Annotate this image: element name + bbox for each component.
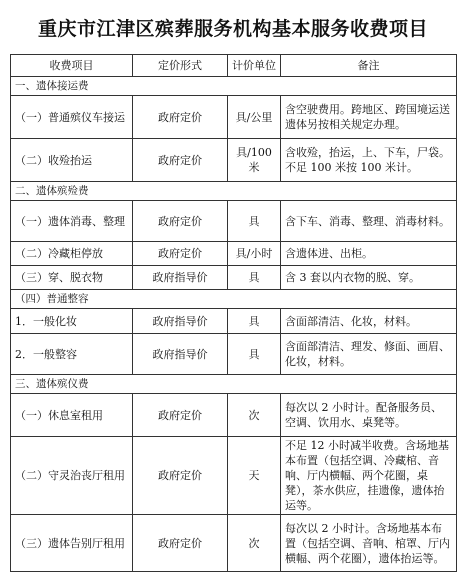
fee-table: [10, 54, 457, 572]
pricing-form: 政府定价: [133, 394, 228, 437]
pricing-form: 政府指导价: [133, 309, 228, 334]
pricing-unit: 具: [228, 334, 281, 375]
item-note: 含面部清洁、理发、修面、画眉、化妆，材料。: [281, 334, 457, 375]
table-body: [11, 77, 457, 572]
pricing-form: 政府指导价: [133, 334, 228, 375]
item-name: （一）普通殡仪车接运: [11, 96, 133, 139]
item-name: （一）休息室租用: [11, 394, 133, 437]
section-row: [11, 290, 457, 309]
pricing-unit: 次: [228, 394, 281, 437]
item-name: （二）收殓抬运: [11, 139, 133, 182]
pricing-form: 政府定价: [133, 515, 228, 572]
item-note: 含收殓，抬运，上、下车，尸袋。不足 100 米按 100 米计。: [281, 139, 457, 182]
pricing-unit: 具: [228, 309, 281, 334]
item-note: 含 3 套以内衣物的脱、穿。: [281, 266, 457, 290]
section-row: [11, 77, 457, 96]
pricing-unit: 天: [228, 437, 281, 515]
item-name: 1．一般化妆: [11, 309, 133, 334]
item-name: （三）遗体告别厅租用: [11, 515, 133, 572]
section-row: [11, 375, 457, 394]
pricing-form: 政府定价: [133, 96, 228, 139]
pricing-form: 政府定价: [133, 201, 228, 242]
item-note: 每次以 2 小时计。含场地基本布置（包括空调、音响、棺罩、厅内横幅、两个花圈），遗体抬运等。: [281, 515, 457, 572]
table-row: [11, 96, 457, 139]
item-name: （二）守灵治丧厅租用: [11, 437, 133, 515]
table-row: [11, 139, 457, 182]
item-note: 含下车、消毒、整理、消毒材料。: [281, 201, 457, 242]
table-row: [11, 515, 457, 572]
pricing-form: 政府定价: [133, 242, 228, 266]
item-note: 每次以 2 小时计。配备服务员、空调、饮用水、桌凳等。: [281, 394, 457, 437]
pricing-unit: 具: [228, 201, 281, 242]
table-row: [11, 437, 457, 515]
table-row: [11, 242, 457, 266]
pricing-unit: 具: [228, 266, 281, 290]
table-row: [11, 266, 457, 290]
table-row: [11, 309, 457, 334]
header-note: 备注: [281, 55, 457, 77]
section-label: 三、遗体殡仪费: [11, 375, 457, 394]
header-pricing: 定价形式: [133, 55, 228, 77]
pricing-form: 政府定价: [133, 437, 228, 515]
item-name: 2．一般整容: [11, 334, 133, 375]
pricing-unit: 次: [228, 515, 281, 572]
header-unit: 计价单位: [228, 55, 281, 77]
table-header-row: [11, 55, 457, 77]
item-name: （三）穿、脱衣物: [11, 266, 133, 290]
pricing-unit: 具/公里: [228, 96, 281, 139]
header-item: 收费项目: [11, 55, 133, 77]
table-row: [11, 201, 457, 242]
pricing-form: 政府定价: [133, 139, 228, 182]
pricing-unit: 具/100米: [228, 139, 281, 182]
pricing-form: 政府指导价: [133, 266, 228, 290]
section-row: [11, 182, 457, 201]
document-title: 重庆市江津区殡葬服务机构基本服务收费项目: [37, 18, 428, 40]
item-note: 含面部清洁、化妆，材料。: [281, 309, 457, 334]
section-label: 二、遗体殡殓费: [11, 182, 457, 201]
item-note: 含遗体进、出柜。: [281, 242, 457, 266]
item-note: 不足 12 小时减半收费。含场地基本布置（包括空调、冷藏棺、音响、厅内横幅、两个花圈，桌凳），茶水供应，挂遗像，遗体抬运等。: [281, 437, 457, 515]
item-name: （二）冷藏柜停放: [11, 242, 133, 266]
section-label: 一、遗体接运费: [11, 77, 457, 96]
table-row: [11, 334, 457, 375]
table-row: [11, 394, 457, 437]
pricing-unit: 具/小时: [228, 242, 281, 266]
item-name: （一）遗体消毒、整理: [11, 201, 133, 242]
section-label: （四）普通整容: [11, 290, 457, 309]
item-note: 含空驶费用。跨地区、跨国境运送遗体另按相关规定办理。: [281, 96, 457, 139]
